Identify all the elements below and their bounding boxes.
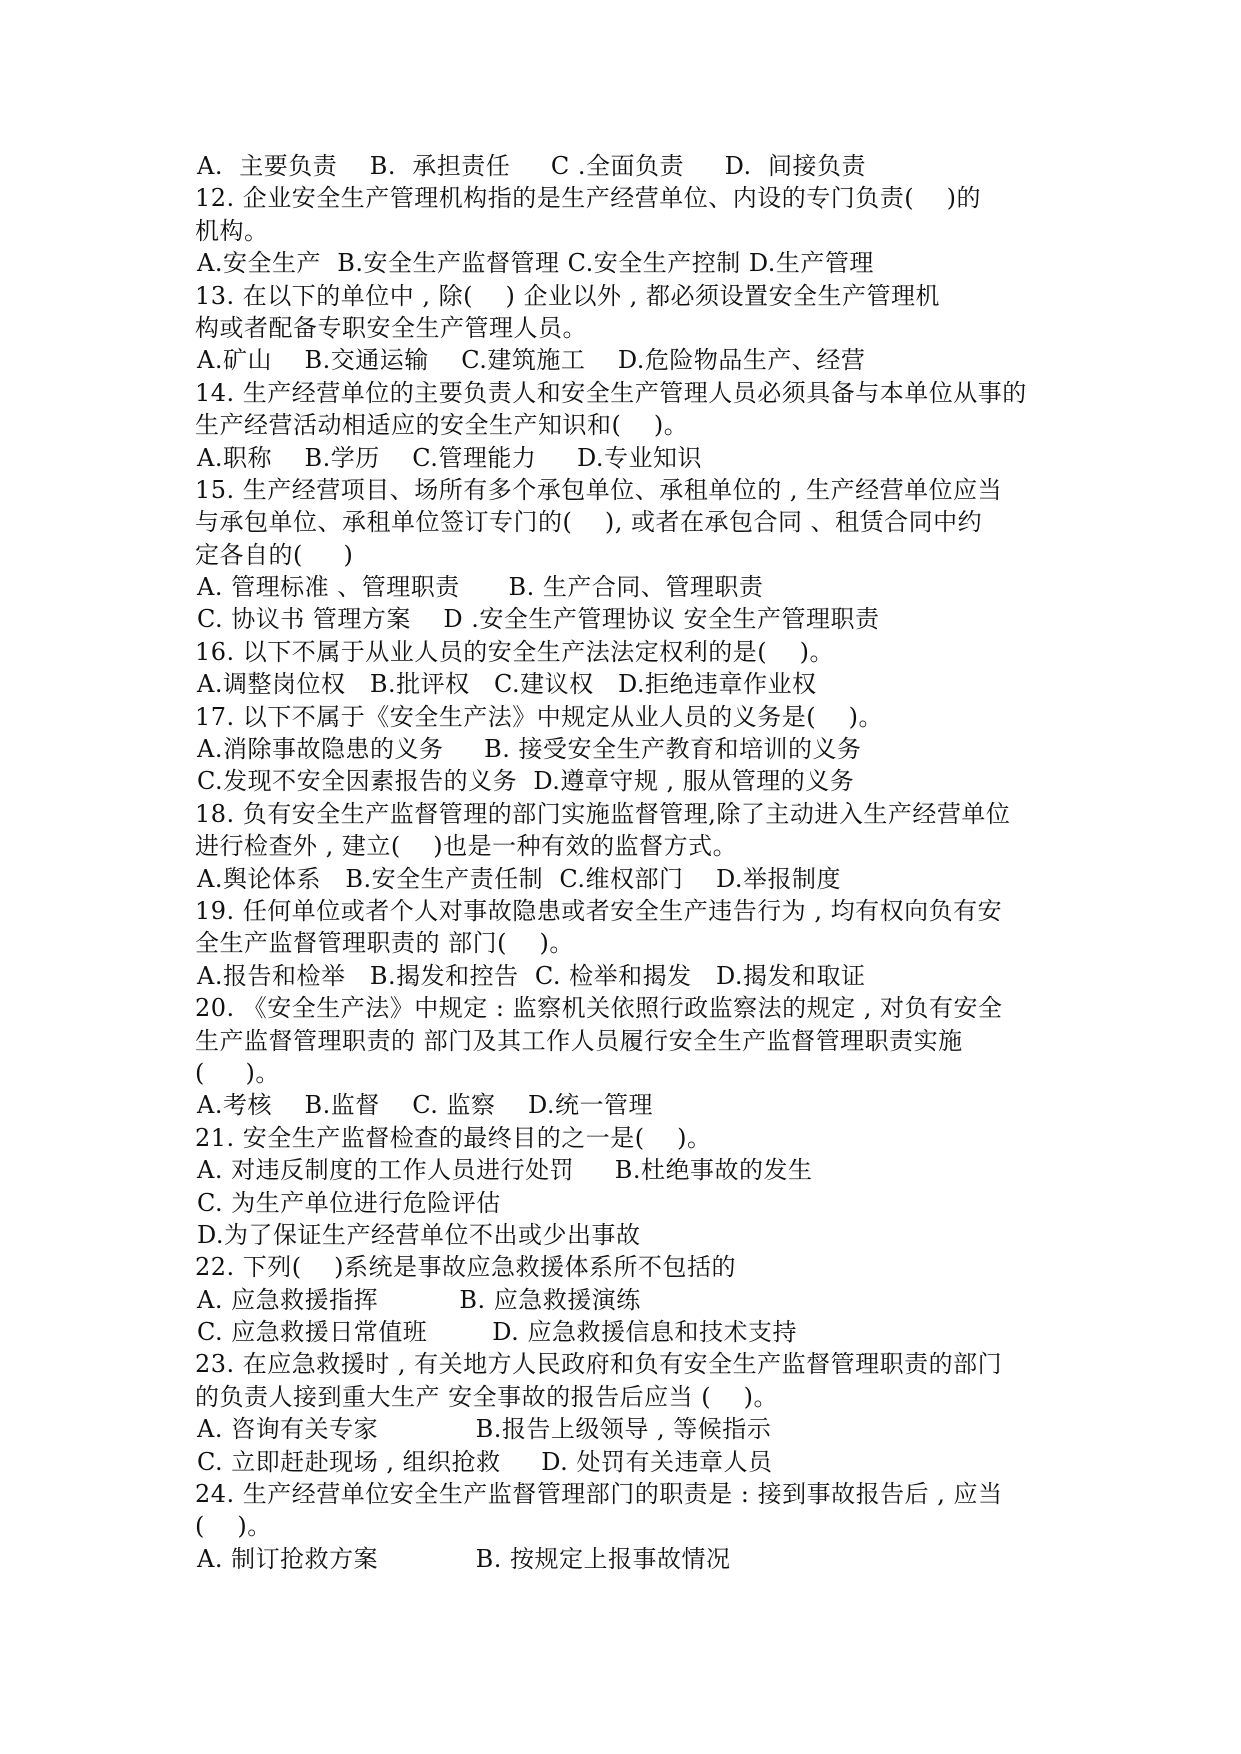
option-line: A. 咨询有关专家 B.报告上级领导 , 等候指示: [197, 1415, 772, 1444]
question-line: 15. 生产经营项目、场所有多个承包单位、承租单位的 , 生产经营单位应当: [195, 475, 1003, 504]
question-line: 生产监督管理职责的 部门及其工作人员履行安全生产监督管理职责实施: [195, 1026, 963, 1055]
option-line: A. 对违反制度的工作人员进行处罚 B.杜绝事故的发生: [197, 1156, 813, 1185]
question-line: 12. 企业安全生产管理机构指的是生产经营单位、内设的专门负责( )的: [195, 184, 982, 213]
question-line: 19. 任何单位或者个人对事故隐患或者安全生产违告行为 , 均有权向负有安: [195, 896, 1003, 925]
option-line: A.矿山 B.交通运输 C.建筑施工 D.危险物品生产、经营: [197, 346, 866, 375]
option-line: A.职称 B.学历 C.管理能力 D.专业知识: [197, 443, 703, 472]
option-line: A. 应急救援指挥 B. 应急救援演练: [197, 1285, 641, 1314]
question-line: 的负责人接到重大生产 安全事故的报告后应当 ( )。: [195, 1382, 778, 1411]
question-line: 进行检查外 , 建立( )也是一种有效的监督方式。: [195, 832, 738, 861]
option-line: C. 应急救援日常值班 D. 应急救援信息和技术支持: [197, 1318, 797, 1347]
option-line: C. 协议书 管理方案 D .安全生产管理协议 安全生产管理职责: [197, 605, 880, 634]
option-line: C. 立即赶赴现场 , 组织抢救 D. 处罚有关违章人员: [197, 1447, 773, 1476]
question-line: 16. 以下不属于从业人员的安全生产法法定权利的是( )。: [195, 637, 835, 666]
question-line: 17. 以下不属于《安全生产法》中规定从业人员的义务是( )。: [195, 702, 884, 731]
option-line: A.舆论体系 B.安全生产责任制 C.维权部门 D.举报制度: [197, 864, 842, 893]
question-line: 生产经营活动相适应的安全生产知识和( )。: [195, 411, 689, 440]
option-line: A.考核 B.监督 C. 监察 D.统一管理: [197, 1091, 654, 1120]
question-line: 13. 在以下的单位中 , 除( ) 企业以外 , 都必须设置安全生产管理机: [195, 281, 940, 310]
question-line: 全生产监督管理职责的 部门( )。: [195, 929, 574, 958]
option-line: A.消除事故隐患的义务 B. 接受安全生产教育和培训的义务: [197, 735, 862, 764]
question-line: 21. 安全生产监督检查的最终目的之一是( )。: [195, 1123, 712, 1152]
question-line: 22. 下列( )系统是事故应急救援体系所不包括的: [195, 1253, 737, 1282]
question-line: 与承包单位、承租单位签订专门的( ), 或者在承包合同 、租赁合同中约: [195, 508, 983, 537]
question-line: 构或者配备专职安全生产管理人员。: [195, 313, 587, 342]
option-line: D.为了保证生产经营单位不出或少出事故: [197, 1220, 641, 1249]
question-line: ( )。: [195, 1058, 280, 1087]
option-line: A.安全生产 B.安全生产监督管理 C.安全生产控制 D.生产管理: [197, 249, 874, 278]
question-line: 20. 《安全生产法》中规定 : 监察机关依照行政监察法的规定 , 对负有安全: [195, 994, 1003, 1023]
option-line: C. 为生产单位进行危险评估: [197, 1188, 501, 1217]
option-line: A. 管理标准 、管理职责 B. 生产合同、管理职责: [197, 573, 764, 602]
question-line: 18. 负有安全生产监督管理的部门实施监督管理,除了主动进入生产经营单位: [195, 799, 1011, 828]
document-page: [195, 150, 1055, 1575]
question-line: 23. 在应急救援时 , 有关地方人民政府和负有安全生产监督管理职责的部门: [195, 1350, 1003, 1379]
option-line: A. 主要负责 B. 承担责任 C .全面负责 D. 间接负责: [197, 152, 866, 180]
option-line: A.报告和检举 B.揭发和控告 C. 检举和揭发 D.揭发和取证: [197, 961, 866, 990]
question-line: ( )。: [195, 1512, 272, 1541]
question-line: 14. 生产经营单位的主要负责人和安全生产管理人员必须具备与本单位从事的: [195, 378, 1027, 407]
option-line: C.发现不安全因素报告的义务 D.遵章守规 , 服从管理的义务: [197, 767, 855, 796]
question-line: 定各自的( ): [195, 540, 354, 569]
option-line: A. 制订抢救方案 B. 按规定上报事故情况: [197, 1544, 731, 1573]
question-line: 机构。: [195, 216, 269, 245]
question-line: 24. 生产经营单位安全生产监督管理部门的职责是 : 接到事故报告后 , 应当: [195, 1480, 1003, 1509]
option-line: A.调整岗位权 B.批评权 C.建议权 D.拒绝违章作业权: [197, 670, 817, 699]
